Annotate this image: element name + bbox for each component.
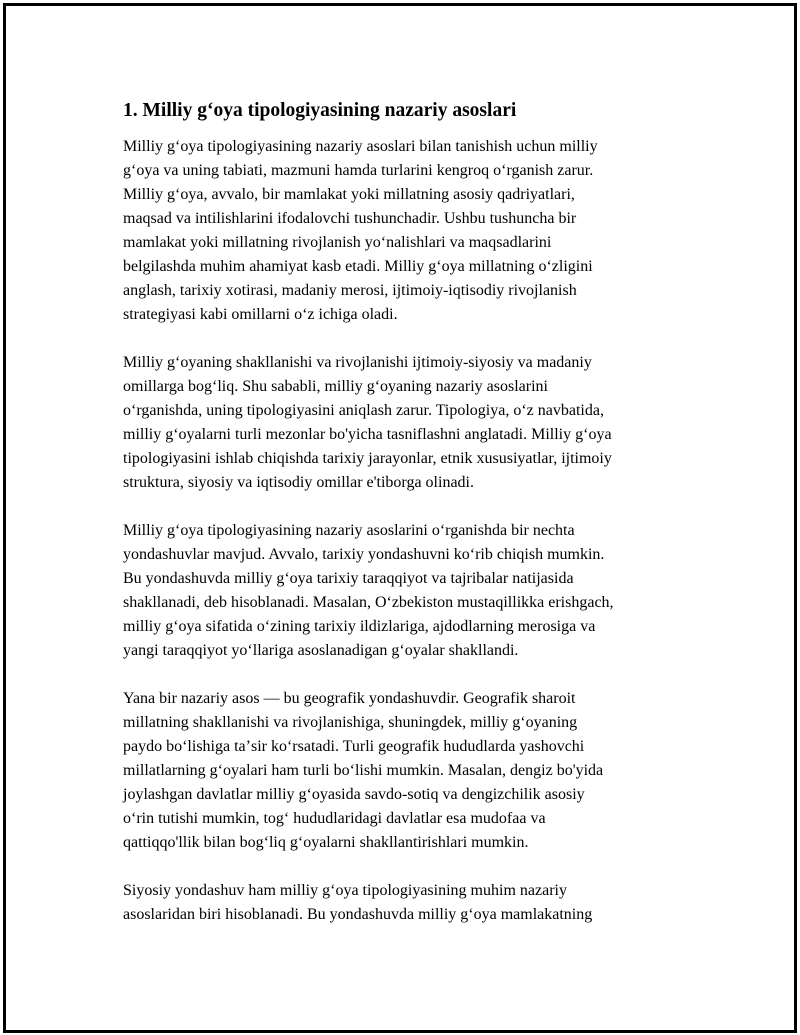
text-line: mamlakat yoki millatning rivojlanish yoʻnalishlari va maqsadlarini xyxy=(123,234,552,251)
text-line: millatlarning gʻoyalari ham turli boʻlishi mumkin. Masalan, dengiz bo'yida xyxy=(123,762,604,779)
text-line: strategiyasi kabi omillarni oʻz ichiga oladi. xyxy=(123,306,398,323)
text-line: Bu yondashuvda milliy gʻoya tarixiy taraqqiyot va tajribalar natijasida xyxy=(123,570,574,587)
document-body xyxy=(123,99,698,951)
text-line: qattiqqo'llik bilan bogʻliq gʻoyalarni shakllantirishlari mumkin. xyxy=(123,834,529,851)
text-line: gʻoya va uning tabiati, mazmuni hamda turlarini kengroq oʻrganish zarur. xyxy=(123,162,594,179)
text-line: Siyosiy yondashuv ham milliy gʻoya tipologiyasining muhim nazariy xyxy=(123,882,567,899)
text-line: joylashgan davlatlar milliy gʻoyasida savdo-sotiq va dengizchilik asosiy xyxy=(123,786,585,803)
text-line: struktura, siyosiy va iqtisodiy omillar e'tiborga olinadi. xyxy=(123,474,474,491)
text-line: shakllanadi, deb hisoblanadi. Masalan, Oʻzbekiston mustaqillikka erishgach, xyxy=(123,594,614,611)
text-line: Milliy gʻoya tipologiyasining nazariy asoslarini oʻrganishda bir nechta xyxy=(123,522,575,539)
text-line: paydo boʻlishiga taʼsir koʻrsatadi. Turli geografik hududlarda yashovchi xyxy=(123,738,585,755)
text-line: milliy gʻoyalarni turli mezonlar bo'yicha tasniflashni anglatadi. Milliy gʻoya xyxy=(123,426,612,443)
text-line: Milliy gʻoya tipologiyasining nazariy asoslari bilan tanishish uchun milliy xyxy=(123,138,598,155)
paragraph xyxy=(123,519,698,663)
paragraph xyxy=(123,879,698,927)
text-line: oʻrganishda, uning tipologiyasini aniqlash zarur. Tipologiya, oʻz navbatida, xyxy=(123,402,604,419)
text-line: tipologiyasini ishlab chiqishda tarixiy jarayonlar, etnik xususiyatlar, ijtimoiy xyxy=(123,450,612,467)
paragraph-list xyxy=(123,135,698,927)
text-line: yondashuvlar mavjud. Avvalo, tarixiy yondashuvni koʻrib chiqish mumkin. xyxy=(123,546,605,563)
paragraph xyxy=(123,135,698,327)
paragraph xyxy=(123,687,698,855)
paragraph xyxy=(123,351,698,495)
page-frame xyxy=(3,3,797,1033)
text-line: Milliy gʻoya, avvalo, bir mamlakat yoki millatning asosiy qadriyatlari, xyxy=(123,186,575,203)
text-line: oʻrin tutishi mumkin, togʻ hududlaridagi davlatlar esa mudofaa va xyxy=(123,810,546,827)
text-line: maqsad va intilishlarini ifodalovchi tushunchadir. Ushbu tushuncha bir xyxy=(123,210,577,227)
text-line: belgilashda muhim ahamiyat kasb etadi. Milliy gʻoya millatning oʻzligini xyxy=(123,258,593,275)
text-line: anglash, tarixiy xotirasi, madaniy merosi, ijtimoiy-iqtisodiy rivojlanish xyxy=(123,282,577,299)
text-line: omillarga bogʻliq. Shu sababli, milliy gʻoyaning nazariy asoslarini xyxy=(123,378,548,395)
text-line: Yana bir nazariy asos — bu geografik yondashuvdir. Geografik sharoit xyxy=(123,690,576,707)
text-line: millatning shakllanishi va rivojlanishiga, shuningdek, milliy gʻoyaning xyxy=(123,714,578,731)
text-line: milliy gʻoya sifatida oʻzining tarixiy ildizlariga, ajdodlarning merosiga va xyxy=(123,618,596,635)
text-line: asoslaridan biri hisoblanadi. Bu yondashuvda milliy gʻoya mamlakatning xyxy=(123,906,593,923)
text-line: yangi taraqqiyot yoʻllariga asoslanadigan gʻoyalar shakllandi. xyxy=(123,642,519,659)
section-heading: 1. Milliy gʻoya tipologiyasining nazariy asoslari xyxy=(123,100,517,121)
text-line: Milliy gʻoyaning shakllanishi va rivojlanishi ijtimoiy-siyosiy va madaniy xyxy=(123,354,592,371)
